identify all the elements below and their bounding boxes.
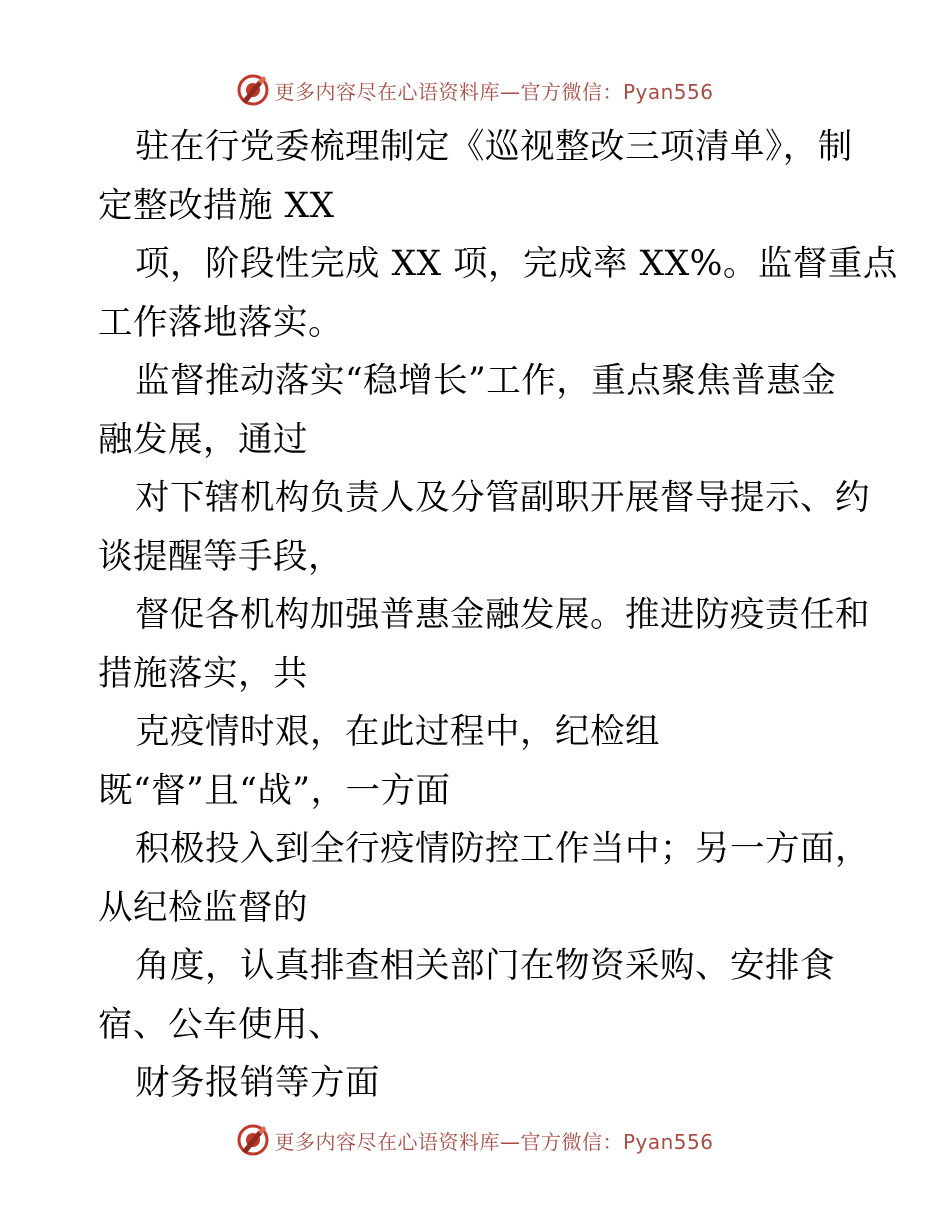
footer-banner-text: 更多内容尽在心语资料库—官方微信：Pyan556 [274, 1129, 714, 1154]
document-body [98, 118, 898, 1113]
text-line: 驻在行党委梳理制定《巡视整改三项清单》，制 [135, 127, 853, 167]
text-line: 项，阶段性完成 XX 项，完成率 XX%。监督重点 [135, 244, 898, 284]
text-line: 财务报销等方面 [135, 1063, 380, 1103]
text-line: 宿、公车使用、 [98, 1004, 343, 1045]
footer-banner [0, 1120, 950, 1160]
text-line: 既“督”且“战”，一方面 [98, 770, 451, 811]
text-line: 督促各机构加强普惠金融发展。推进防疫责任和 [135, 595, 870, 635]
header-banner-text: 更多内容尽在心语资料库—官方微信：Pyan556 [274, 79, 714, 104]
text-line: 措施落实，共 [98, 653, 308, 694]
logo-icon [236, 1123, 270, 1157]
text-line: 定整改措施 XX [98, 185, 335, 226]
text-line: 工作落地落实。 [98, 302, 343, 343]
header-banner [0, 70, 950, 110]
text-line: 谈提醒等手段， [98, 536, 343, 577]
text-line: 克疫情时艰，在此过程中，纪检组 [135, 712, 660, 752]
text-line: 积极投入到全行疫情防控工作当中；另一方面， [135, 829, 870, 869]
text-line: 融发展，通过 [98, 419, 308, 460]
text-line: 从纪检监督的 [98, 887, 308, 928]
text-line: 监督推动落实“稳增长”工作，重点聚焦普惠金 [135, 361, 837, 401]
text-line: 角度，认真排查相关部门在物资采购、安排食 [135, 946, 835, 986]
logo-icon [236, 73, 270, 107]
text-line: 对下辖机构负责人及分管副职开展督导提示、约 [135, 478, 870, 518]
